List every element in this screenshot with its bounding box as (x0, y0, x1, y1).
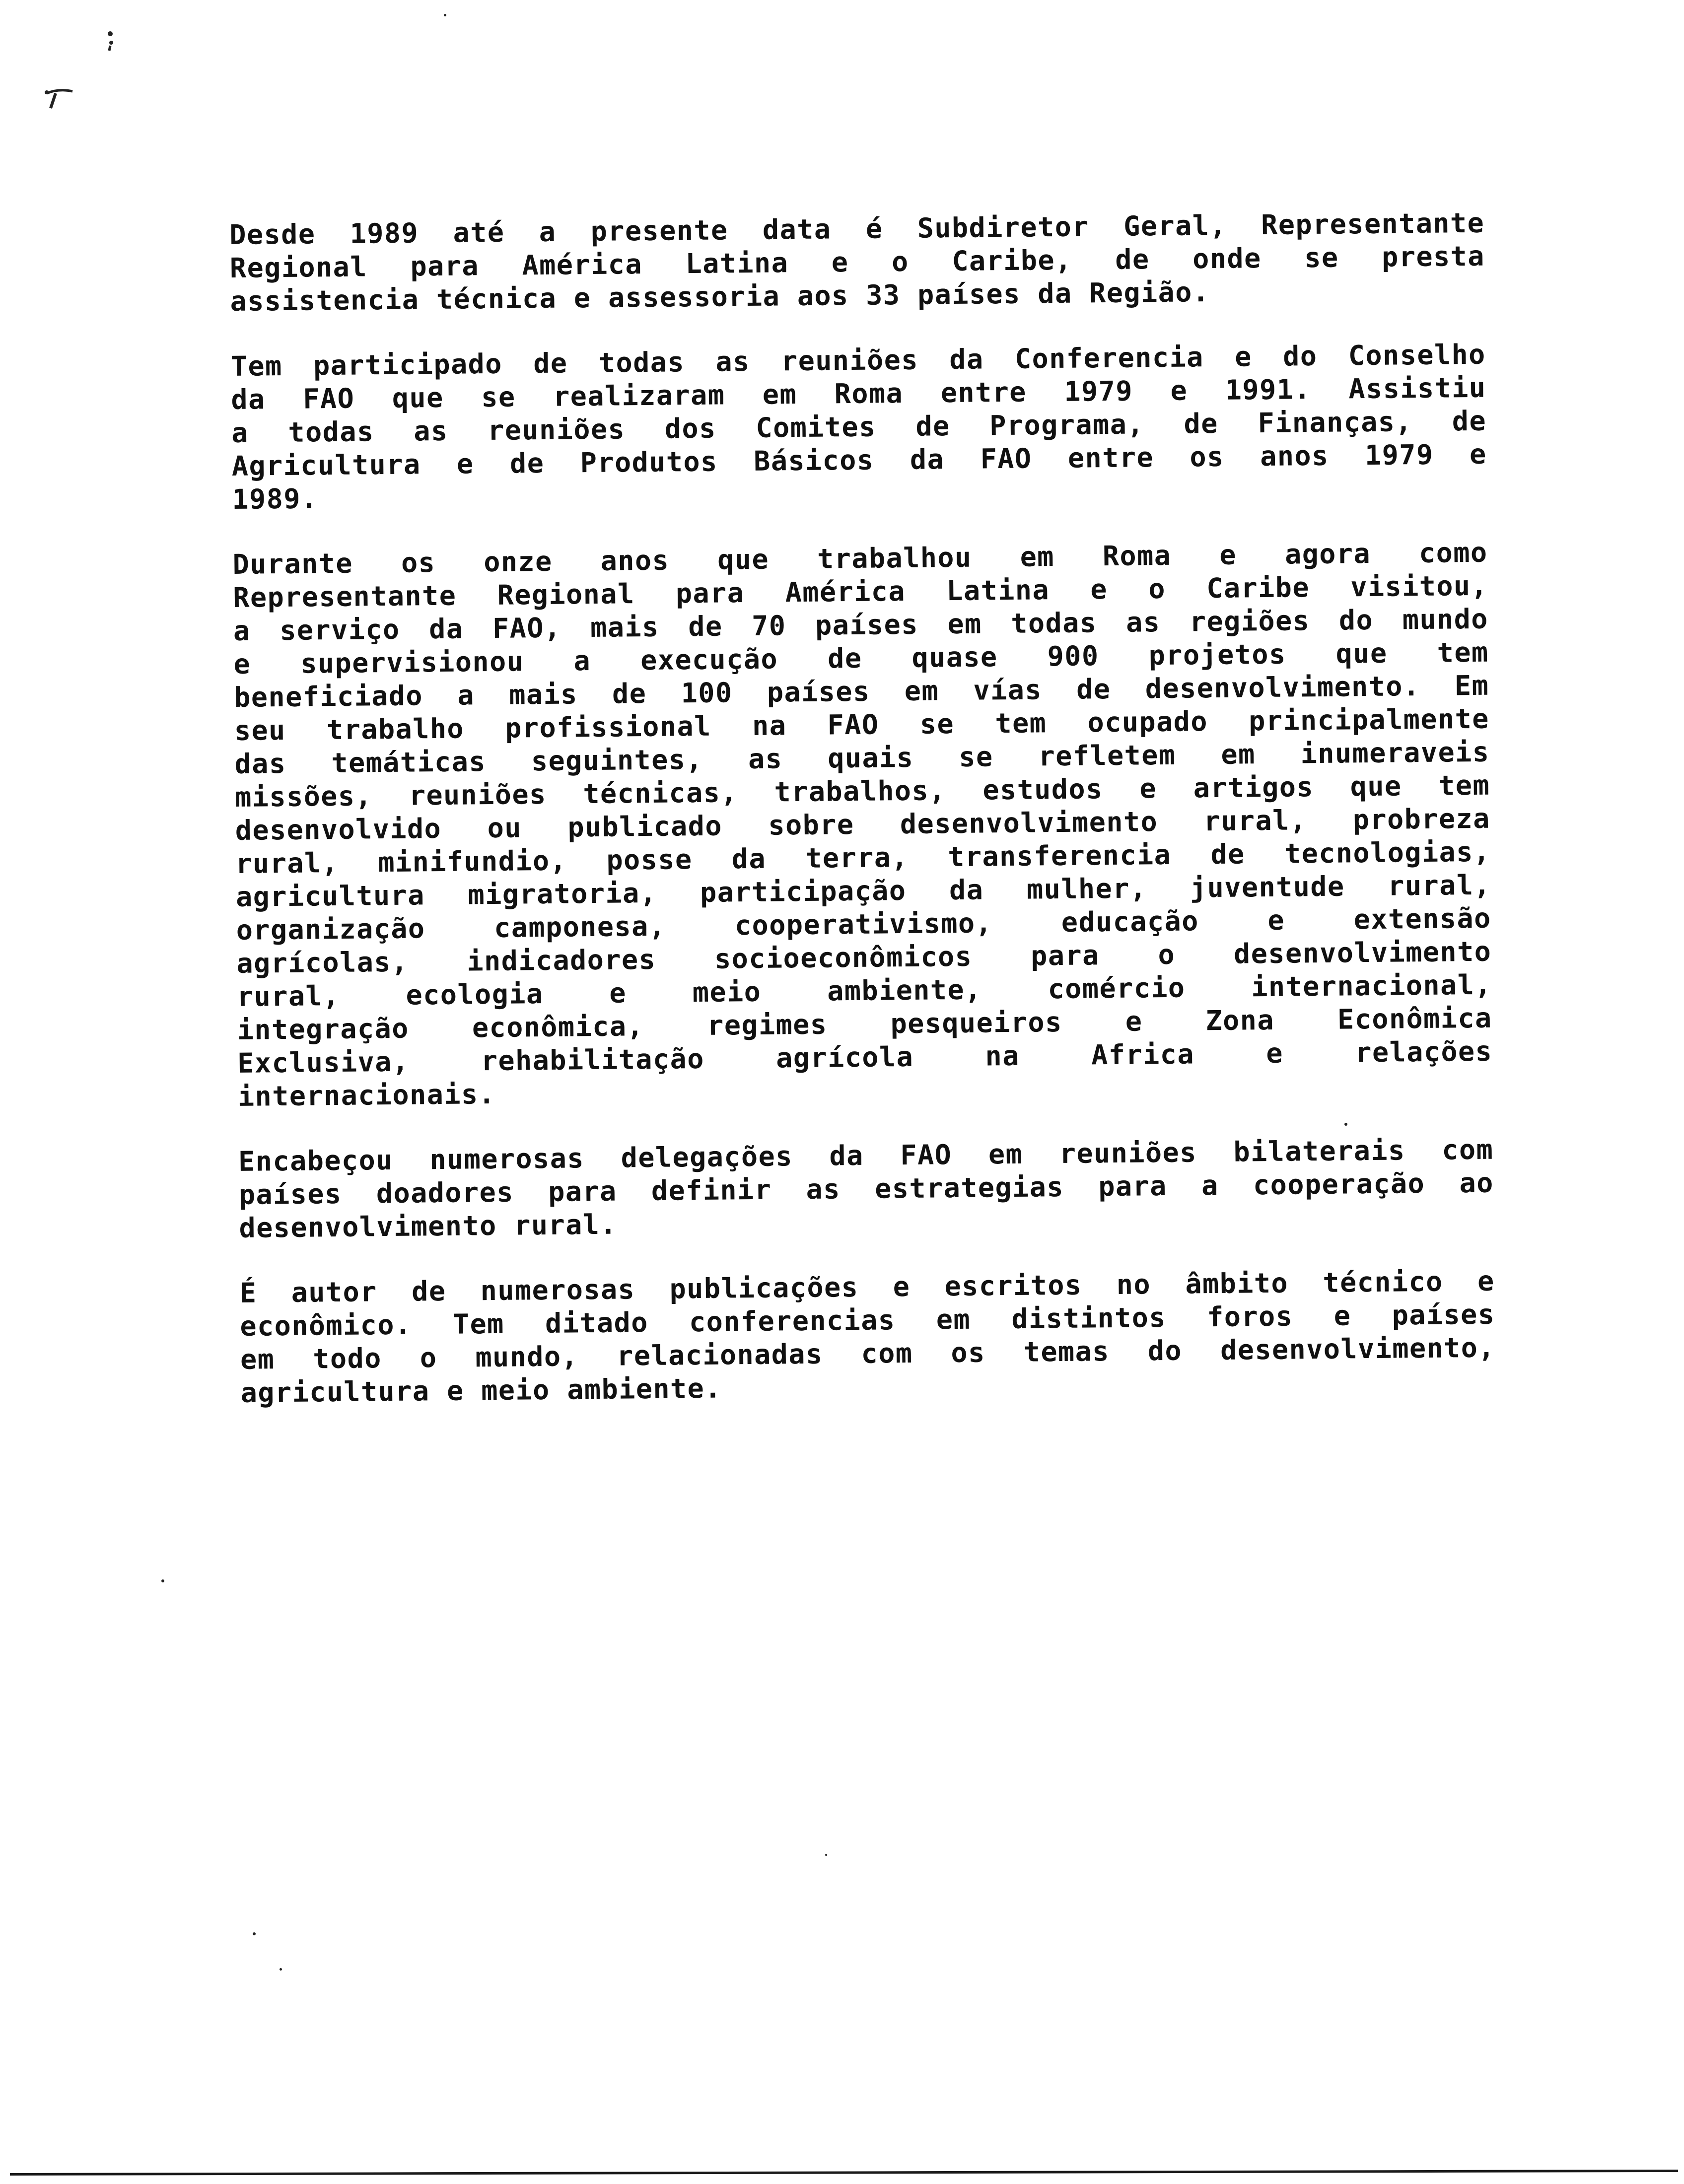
paragraph-delegations (238, 1133, 1494, 1245)
text-line: Representante Regional para América Latina e o Caribe visitou, (233, 569, 1488, 614)
scan-speck (161, 1579, 164, 1582)
paragraph-career-summary (229, 206, 1485, 318)
text-line: rural, minifundio, posse da terra, transferencia de tecnologias, (235, 835, 1491, 880)
scan-speck (280, 1968, 282, 1971)
text-line: Tem participado de todas as reuniões da Conferencia e do Conselho (230, 338, 1486, 382)
text-line: Durante os onze anos que trabalhou em Roma e agora como (232, 536, 1488, 580)
text-line: 1989. (232, 482, 318, 515)
text-line: desenvolvido ou publicado sobre desenvolvimento rural, probreza (235, 802, 1491, 846)
text-line: a serviço da FAO, mais de 70 países em todas as regiões do mundo (233, 603, 1489, 647)
text-line: países doadores para definir as estrategias para a cooperação ao (238, 1166, 1494, 1211)
text-line: agricultura migratoria, participação da mulher, juventude rural, (235, 869, 1491, 913)
paragraph-publications (239, 1265, 1495, 1410)
paragraph-work-experience (232, 536, 1493, 1113)
text-line: É autor de numerosas publicações e escritos no âmbito técnico e (239, 1265, 1495, 1309)
text-line: Desde 1989 até a presente data é Subdiretor Geral, Representante (229, 206, 1485, 251)
text-line: assistencia técnica e assessoria aos 33 países da Região. (230, 276, 1210, 317)
text-line: seu trabalho profissional na FAO se tem ocupado principalmente (234, 702, 1490, 747)
text-line: econômico. Tem ditado conferencias em distintos foros e países (240, 1298, 1495, 1342)
text-line: missões, reuniões técnicas, trabalhos, estudos e artigos que tem (234, 769, 1490, 813)
scan-mark-top (103, 29, 118, 59)
text-line: Agricultura e de Produtos Básicos da FAO entre os anos 1979 e (231, 438, 1487, 482)
text-line: agricultura e meio ambiente. (240, 1372, 722, 1409)
text-line: e supervisionou a execução de quase 900 projetos que tem (233, 636, 1489, 680)
scan-speck (825, 1854, 827, 1856)
text-line: organização camponesa, cooperativismo, educação e extensão (236, 902, 1491, 946)
text-line: desenvolvimento rural. (239, 1208, 618, 1244)
text-line: da FAO que se realizaram em Roma entre 1979 e 1991. Assistiu (231, 371, 1486, 415)
text-line: das temáticas seguintes, as quais se refletem em inumeraveis (234, 736, 1490, 780)
scan-edge-line (10, 2170, 1678, 2176)
text-line: rural, ecologia e meio ambiente, comércio internacional, (236, 968, 1492, 1013)
text-line: Regional para América Latina e o Caribe, de onde se presta (229, 240, 1485, 284)
text-line: em todo o mundo, relacionadas com os temas do desenvolvimento, (240, 1331, 1496, 1375)
document-body (229, 206, 1496, 1441)
text-line: agrícolas, indicadores socioeconômicos para o desenvolvimento (236, 935, 1492, 979)
paragraph-conference-participation (231, 338, 1487, 516)
text-line: Encabeçou numerosas delegações da FAO em reuniões bilaterais com (238, 1133, 1494, 1177)
text-line: a todas as reuniões dos Comites de Programa, de Finanças, de (231, 405, 1487, 449)
text-line: Exclusiva, rehabilitação agrícola na Africa e relações (237, 1035, 1493, 1079)
text-line: integração econômica, regimes pesqueiros e Zona Econômica (237, 1002, 1492, 1046)
scan-mark-corner (44, 84, 83, 114)
text-line: internacionais. (237, 1078, 496, 1112)
scan-speck (253, 1932, 256, 1935)
scan-speck (444, 14, 446, 16)
text-line: beneficiado a mais de 100 países em vías de desenvolvimento. Em (233, 669, 1489, 713)
